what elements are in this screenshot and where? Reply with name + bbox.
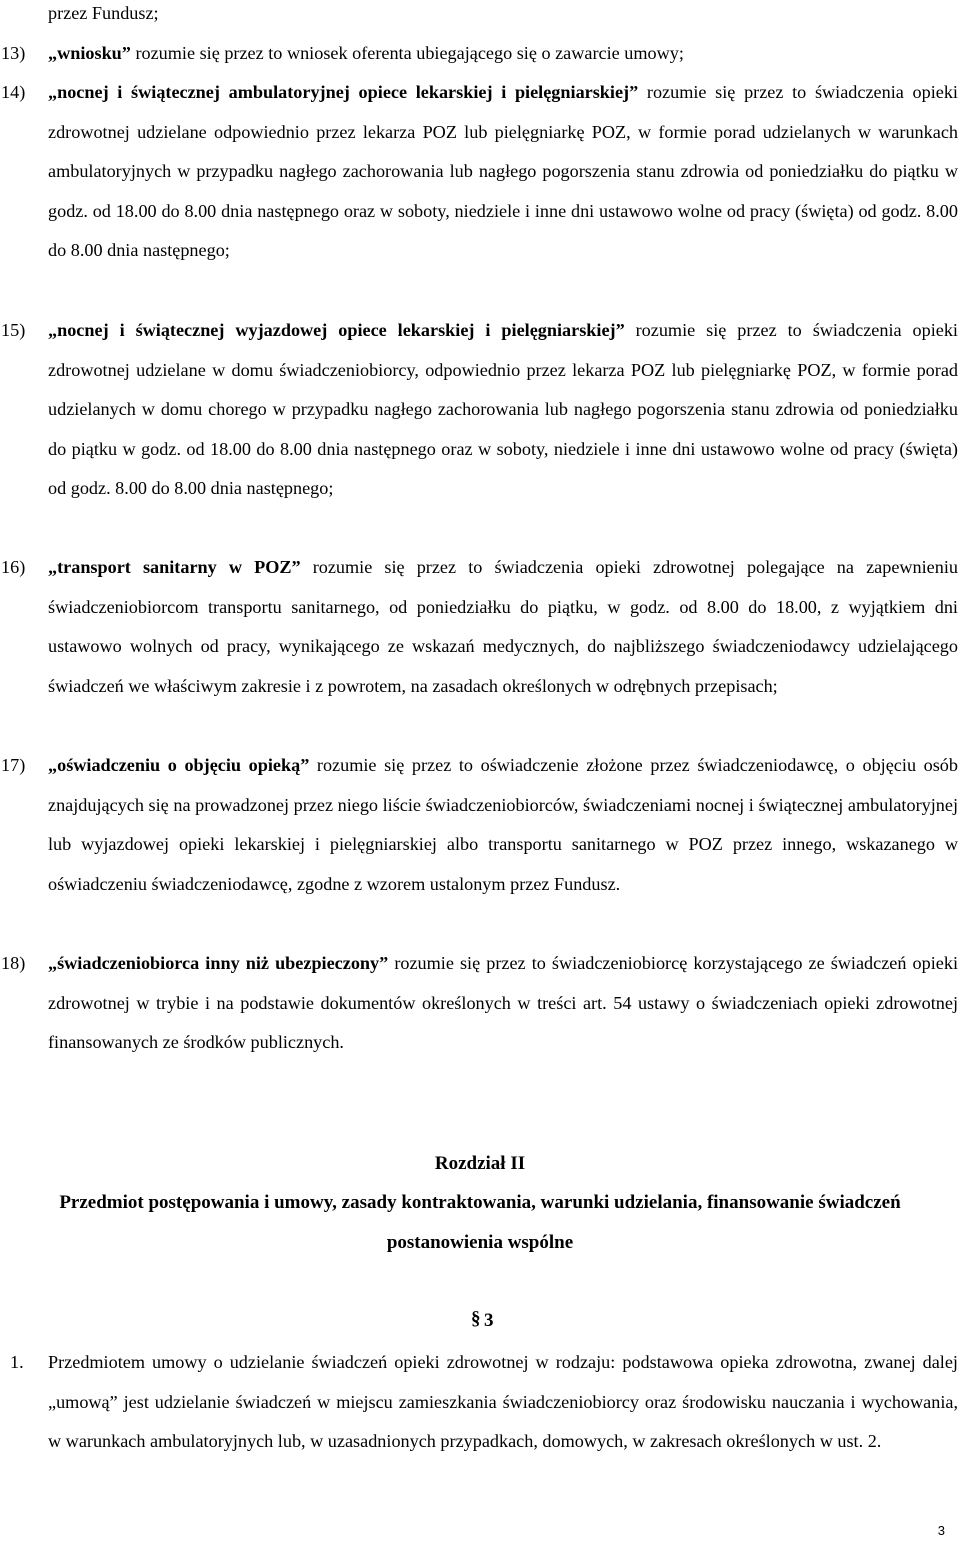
definition-term: „świadczeniobiorca inny niż ubezpieczony” (48, 953, 389, 973)
definition-text: rozumie się przez to oświadczenie złożone przez świadczeniodawcę, o objęciu osób znajdujących się na prowadzonej przez niego liście świadczeniobiorców, świadczeniami nocnej i świątecznej ambulatoryjnej lub wyjazdowej opieki lekarskiej i pielęgniarskiej albo transportu sanitarnego w POZ przez innego, wskazanego w oświadczeniu świadczeniodawcę, zgodne z wzorem ustalonym przez Fundusz. (48, 755, 958, 894)
definition-16 (1, 548, 958, 706)
intro-text: przez Fundusz; (48, 3, 159, 23)
definition-13 (1, 34, 958, 74)
section-sign: § (471, 1308, 481, 1329)
definition-text: rozumie się przez to świadczenia opieki zdrowotnej udzielane odpowiednio przez lekarza POZ lub pielęgniarkę POZ, w formie porad udzielanych w warunkach ambulatoryjnych w przypadku nagłego zachorowania lub nagłego pogorszenia stanu zdrowia od poniedziałku do piątku w godz. od 18.00 do 8.00 dnia następnego oraz w soboty, niedziele i inne dni ustawowo wolne od pracy (święta) od godz. 8.00 do 8.00 dnia następnego; (48, 82, 958, 260)
definition-15 (1, 311, 958, 509)
definition-text: rozumie się przez to świadczenia opieki zdrowotnej polegające na zapewnieniu świadczeniobiorcom transportu sanitarnego, od poniedziałku do piątku, w godz. od 8.00 do 18.00, z wyjątkiem dni ustawowo wolnych od pracy, wynikającego ze wskazań medycznych, do najbliższego świadczeniodawcy udzielającego świadczeń we właściwym zakresie i z powrotem, na zasadach określonych w odrębnych przepisach; (48, 557, 958, 696)
definition-text: rozumie się przez to wniosek oferenta ubiegającego się o zawarcie umowy; (130, 43, 684, 63)
definition-number: 18) (1, 953, 26, 973)
definition-number: 17) (1, 755, 26, 775)
chapter-subtitle: Przedmiot postępowania i umowy, zasady kontraktowania, warunki udzielania, finansowanie świadczeń postanowienia wspólne (59, 1192, 901, 1253)
definition-number: 13) (1, 43, 26, 63)
chapter-title: Rozdział II (434, 1153, 526, 1174)
definition-text: rozumie się przez to świadczenia opieki zdrowotnej udzielane w domu świadczeniobiorcy, odpowiednio przez lekarza POZ lub pielęgniarkę POZ, w formie porad udzielanych w domu chorego w przypadku nagłego zachorowania lub nagłego pogorszenia stanu zdrowia od poniedziałku do piątku w godz. od 18.00 do 8.00 dnia następnego oraz w soboty, niedziele i inne dni ustawowo wolne od pracy (święta) od godz. 8.00 do 8.00 dnia następnego; (48, 320, 958, 498)
section-number: 3 (484, 1310, 494, 1331)
paragraph-1 (10, 1343, 958, 1462)
definition-number: 16) (1, 557, 26, 577)
page-number: 3 (937, 1523, 945, 1538)
definition-term: „nocnej i świątecznej ambulatoryjnej opiece lekarskiej i pielęgniarskiej” (48, 82, 639, 102)
definition-17 (1, 746, 958, 904)
definition-term: „wniosku” (48, 43, 131, 63)
definition-term: „nocnej i świątecznej wyjazdowej opiece lekarskiej i pielęgniarskiej” (48, 320, 625, 340)
definition-number: 14) (1, 82, 26, 102)
definition-18 (1, 944, 958, 1063)
definition-term: „transport sanitarny w POZ” (48, 557, 301, 577)
definition-14 (1, 73, 958, 271)
paragraph-number: 1. (10, 1352, 24, 1372)
definition-term: „oświadczeniu o objęciu opieką” (48, 755, 310, 775)
definition-text: rozumie się przez to świadczeniobiorcę korzystającego ze świadczeń opieki zdrowotnej w trybie i na podstawie dokumentów określonych w treści art. 54 ustawy o świadczeniach opieki zdrowotnej finansowanych ze środków publicznych. (48, 953, 958, 1052)
paragraph-text: Przedmiotem umowy o udzielanie świadczeń opieki zdrowotnej w rodzaju: podstawowa opieka zdrowotna, zwanej dalej „umową” jest udzielanie świadczeń w miejscu zamieszkania świadczeniobiorcy oraz środowisku nauczania i wychowania, w warunkach ambulatoryjnych lub, w uzasadnionych przypadkach, domowych, w zakresach określonych w ust. 2. (48, 1352, 958, 1451)
definition-number: 15) (1, 320, 26, 340)
